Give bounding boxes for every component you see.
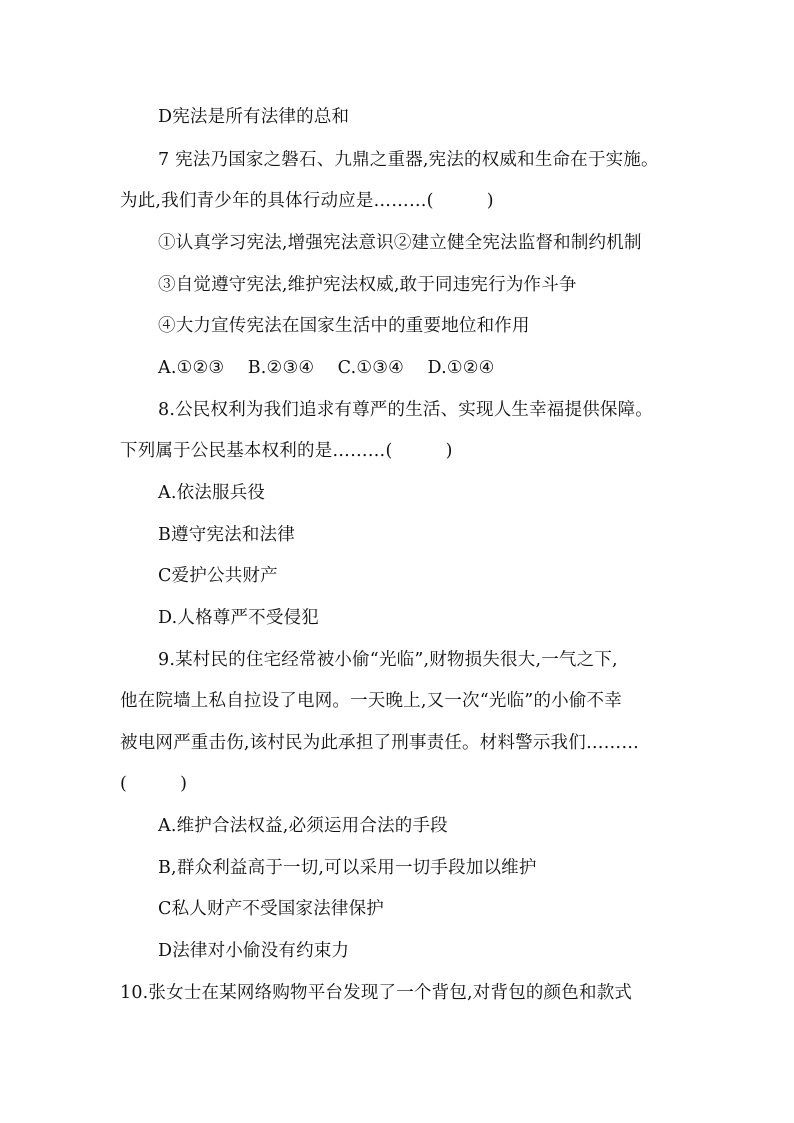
question-line: 他在院墙上私自拉设了电网。一天晚上,又一次“光临”的小偷不幸 bbox=[120, 691, 622, 711]
option-line: B遵守宪法和法律 bbox=[158, 525, 295, 545]
statement-line: ③自觉遵守宪法,维护宪法权威,敢于同违宪行为作斗争 bbox=[158, 275, 577, 295]
option-line: A.依法服兵役 bbox=[158, 483, 266, 503]
option-line: C私人财产不受国家法律保护 bbox=[158, 899, 384, 919]
option-line: D法律对小偷没有约束力 bbox=[158, 941, 350, 961]
question-line: 下列属于公民基本权利的是………( ) bbox=[120, 441, 453, 461]
question-line: 9.某村民的住宅经常被小偷“光临”,财物损失很大,一气之下, bbox=[158, 650, 618, 670]
answer-blank: ( ) bbox=[120, 774, 188, 794]
option-line: C爱护公共财产 bbox=[158, 566, 278, 586]
option-line: D.人格尊严不受侵犯 bbox=[158, 608, 319, 628]
option-line: D宪法是所有法律的总和 bbox=[158, 107, 350, 127]
question-line: 10.张女士在某网络购物平台发现了一个背包,对背包的颜色和款式 bbox=[120, 983, 633, 1003]
answer-options-line: A.①②③ B.②③④ C.①③④ D.①②④ bbox=[158, 358, 495, 378]
question-line: 被电网严重击伤,该村民为此承担了刑事责任。材料警示我们……… bbox=[120, 733, 640, 753]
question-line: 7 宪法乃国家之磐石、九鼎之重器,宪法的权威和生命在于实施。 bbox=[158, 150, 659, 170]
statement-line: ④大力宣传宪法在国家生活中的重要地位和作用 bbox=[158, 316, 530, 336]
option-line: B,群众利益高于一切,可以采用一切手段加以维护 bbox=[158, 858, 537, 878]
question-line: 8.公民权利为我们追求有尊严的生活、实现人生幸福提供保障。 bbox=[158, 400, 653, 420]
statement-line: ①认真学习宪法,增强宪法意识②建立健全宪法监督和制约机制 bbox=[158, 233, 642, 253]
option-line: A.维护合法权益,必须运用合法的手段 bbox=[158, 816, 448, 836]
question-line: 为此,我们青少年的具体行动应是………( ) bbox=[120, 191, 494, 211]
